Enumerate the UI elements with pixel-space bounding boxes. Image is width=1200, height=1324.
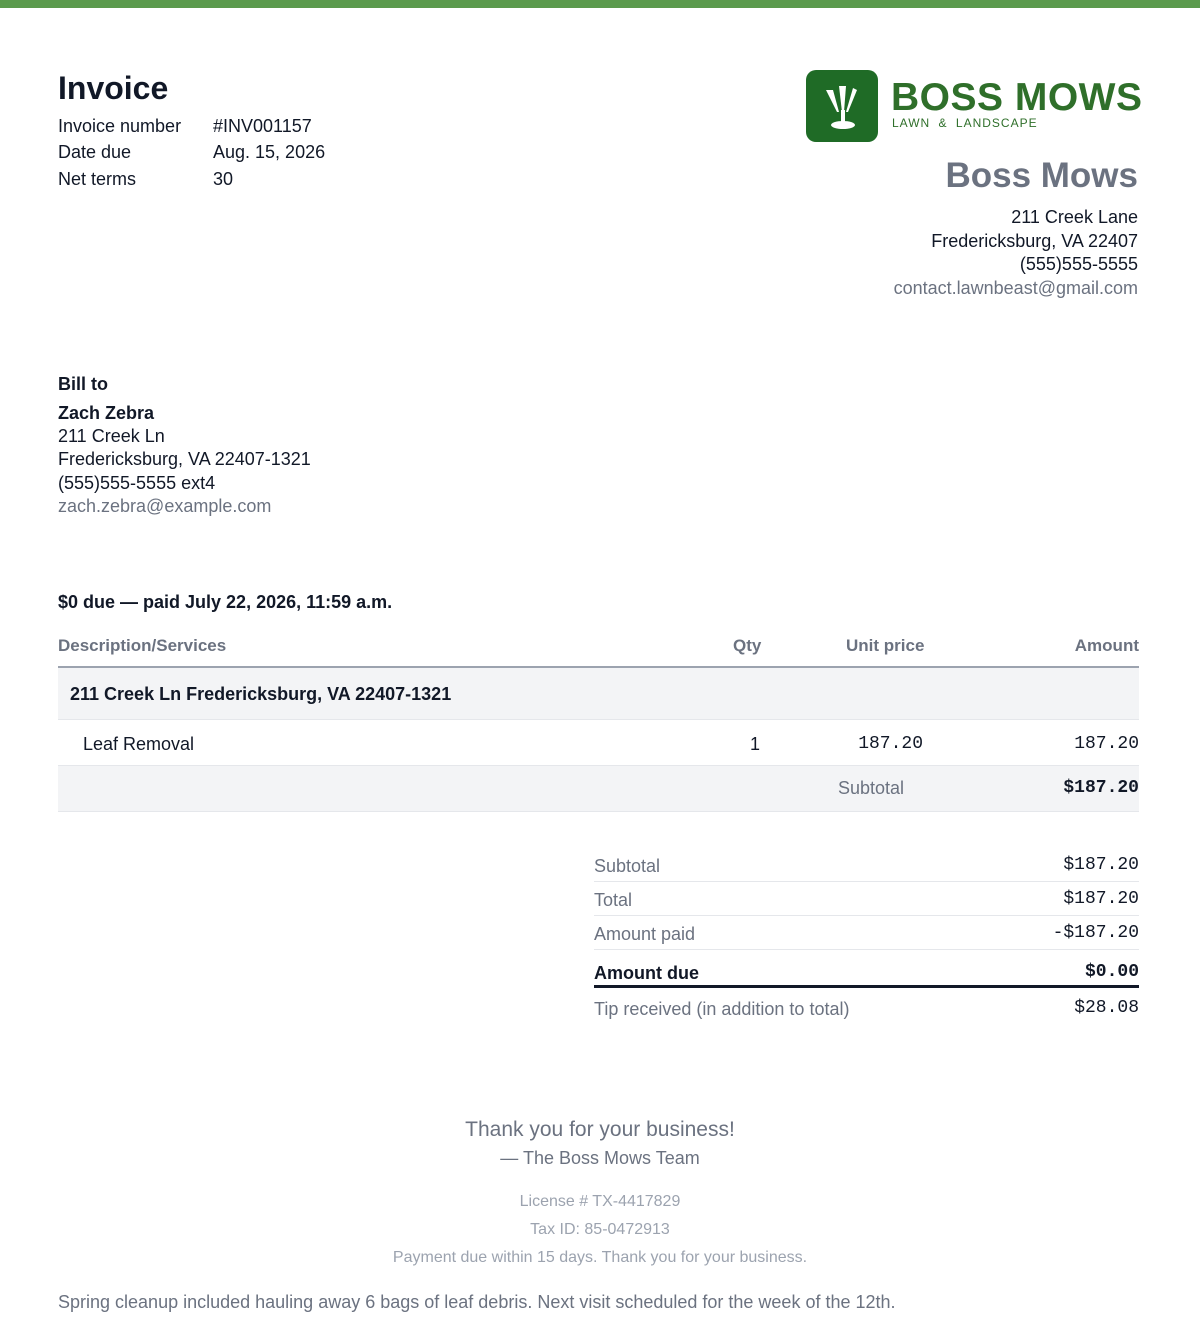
team-signoff: — The Boss Mows Team	[500, 1148, 700, 1168]
table-subtotal-label: Subtotal	[838, 778, 905, 798]
totals-subtotal-row	[594, 848, 1139, 882]
bill-to-label: Bill to	[58, 374, 108, 394]
invoice-title: Invoice	[58, 70, 169, 106]
tax-id: Tax ID: 85-0472913	[530, 1221, 670, 1238]
item-description: Leaf Removal	[83, 734, 195, 754]
header-unit-price: Unit price	[846, 636, 925, 655]
header-description: Description/Services	[58, 636, 227, 655]
item-unit-price: 187.20	[858, 734, 923, 754]
service-location: 211 Creek Ln Fredericksburg, VA 22407-1321	[70, 684, 452, 704]
totals-due-row	[594, 950, 1139, 988]
payment-status: $0 due — paid July 22, 2026, 11:59 a.m.	[58, 592, 393, 612]
company-address-line1: 211 Creek Lane	[1011, 207, 1138, 227]
company-address-line2: Fredericksburg, VA 22407	[931, 231, 1138, 251]
tip-label: Tip received (in addition to total)	[594, 999, 850, 1019]
item-qty: 1	[750, 734, 761, 754]
invoice-number-row	[58, 116, 312, 137]
table-row	[58, 720, 1139, 766]
total-label: Total	[594, 890, 633, 910]
subtotal-value: $187.20	[1063, 855, 1139, 875]
table-subtotal-value: $187.20	[1063, 778, 1139, 798]
meta-label: Net terms	[58, 169, 137, 189]
bill-to-phone: (555)555-5555 ext4	[58, 473, 216, 493]
item-amount: 187.20	[1074, 734, 1139, 754]
bill-to-name: Zach Zebra	[58, 403, 155, 423]
tip-value: $28.08	[1074, 998, 1139, 1018]
license-number: License # TX-4417829	[519, 1193, 681, 1210]
totals-tip-row	[594, 988, 1139, 1022]
thank-you-message: Thank you for your business!	[465, 1118, 735, 1141]
meta-value: 30	[213, 169, 234, 189]
total-value: $187.20	[1063, 889, 1139, 909]
subtotal-label: Subtotal	[594, 856, 661, 876]
totals-paid-row	[594, 916, 1139, 950]
logo-wordmark: BOSS MOWS	[891, 76, 1143, 119]
invoice-note: Spring cleanup included hauling away 6 bags of leaf debris. Next visit scheduled for the week of the 12th.	[58, 1292, 896, 1312]
header-amount: Amount	[1074, 636, 1139, 655]
bill-to-email[interactable]: zach.zebra@example.com	[58, 496, 272, 516]
meta-value: #INV001157	[213, 116, 312, 136]
logo-tagline: LAWN & LANDSCAPE	[892, 116, 1038, 130]
amount-due-value: $0.00	[1084, 962, 1139, 982]
totals-summary	[594, 848, 1139, 1022]
amount-paid-value: -$187.20	[1052, 923, 1139, 943]
meta-label: Invoice number	[58, 116, 182, 136]
date-due-row	[58, 142, 325, 163]
company-name: Boss Mows	[945, 156, 1138, 195]
amount-paid-label: Amount paid	[594, 924, 696, 944]
accent-bar	[0, 0, 1200, 8]
line-items-table	[58, 626, 1139, 812]
meta-value: Aug. 15, 2026	[213, 142, 326, 162]
totals-total-row	[594, 882, 1139, 916]
company-email[interactable]: contact.lawnbeast@gmail.com	[893, 278, 1138, 298]
table-header	[58, 626, 1139, 668]
table-subtotal-row	[58, 766, 1139, 812]
service-location-row	[58, 668, 1139, 720]
bill-to-address-line1: 211 Creek Ln	[58, 426, 165, 446]
net-terms-row	[58, 169, 233, 190]
lawn-tool-icon	[806, 70, 878, 142]
header-qty: Qty	[733, 636, 762, 655]
bill-to-address-line2: Fredericksburg, VA 22407-1321	[58, 449, 311, 469]
payment-terms: Payment due within 15 days. Thank you for your business.	[392, 1249, 808, 1266]
meta-label: Date due	[58, 142, 132, 162]
company-phone: (555)555-5555	[1019, 254, 1138, 274]
amount-due-label: Amount due	[594, 963, 699, 983]
